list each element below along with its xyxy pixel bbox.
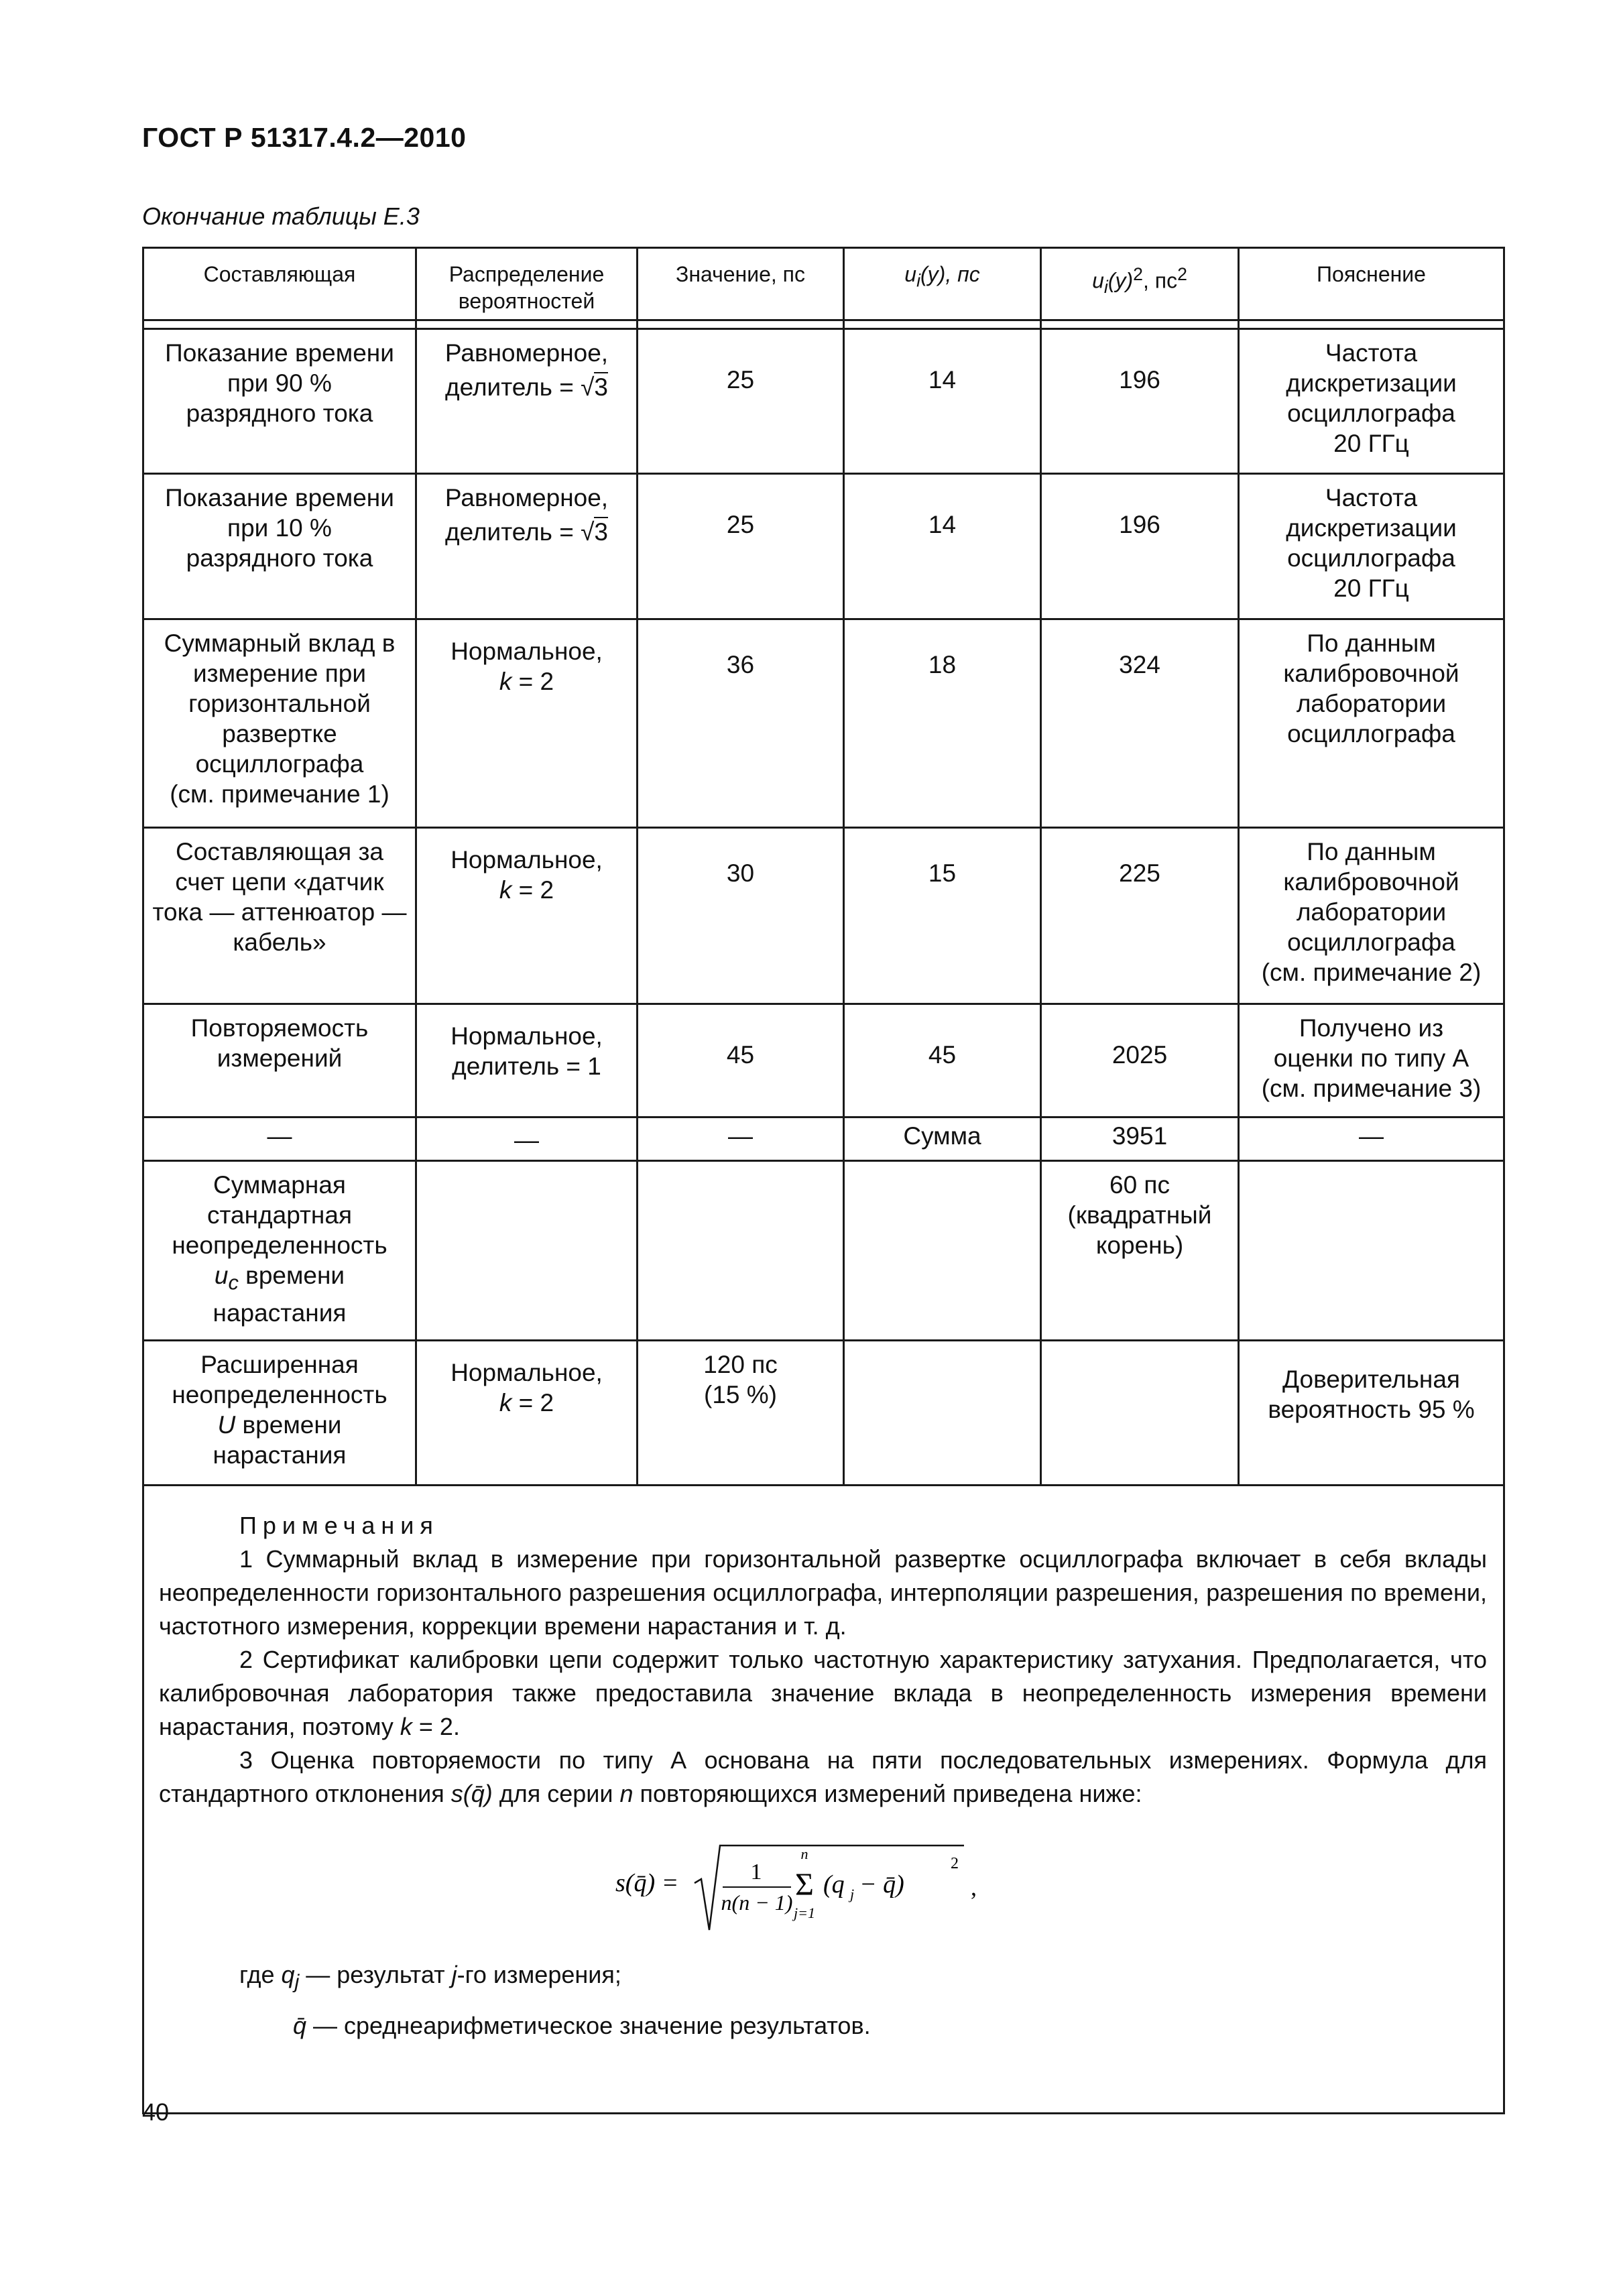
cell-distribution: Нормальное, k = 2 [416,619,638,827]
table-row [143,1004,1504,1117]
table-row [143,1341,1504,1486]
header-value: Значение, пс [638,248,844,320]
table-row [143,474,1504,619]
cell-distribution: Нормальное, делитель = 1 [416,1004,638,1117]
cell-ui: Сумма [844,1117,1041,1161]
cell-distribution [416,1161,638,1341]
cell-value: 45 [638,1004,844,1117]
note-3: 3 Оценка повторяемости по типу А основана на пяти последовательных измерениях. Формула для стандартного отклонения s(q̄) для серии n повторяющихся измерений приведена ниже: [159,1746,1487,1808]
cell-ui: 18 [844,619,1041,827]
note-1: 1 Суммарный вклад в измерение при горизонтальной развертке осциллографа включает в себя вклады неопределенности горизонтального разрешения осциллографа, интерполяции разрешения, разрешения по времени, частотного измерения, коррекции времени нарастания и т. д. [159,1545,1487,1640]
std-deviation-formula [159,1831,1487,1938]
table-row [143,619,1504,827]
cell-ui2: 196 [1041,329,1239,474]
cell-distribution: Равномерное, делитель = √3 [416,474,638,619]
where-line-2: q̄ — среднеарифметическое значение результатов. [293,2011,871,2039]
cell-ui2: 2025 [1041,1004,1239,1117]
cell-note: Частота дискретизации осциллографа 20 ГГц [1239,329,1504,474]
header-ui-y: $u_i(y)$, пс [844,248,1041,320]
where-line-1: где $q_j$ — результат j-го измерения; [239,1961,621,1994]
cell-component: Составляющая за счет цепи «датчик тока — аттенюатор — кабель» [143,827,416,1004]
cell-distribution: Нормальное, k = 2 [416,1341,638,1486]
cell-component: Показание времени при 10 % разрядного тока [143,474,416,619]
cell-note: По данным калибровочной лаборатории осциллографа (см. примечание 2) [1239,827,1504,1004]
cell-note: — [1239,1117,1504,1161]
cell-note: По данным калибровочной лаборатории осциллографа [1239,619,1504,827]
cell-note [1239,1161,1504,1341]
cell-ui: 15 [844,827,1041,1004]
cell-distribution: Нормальное, k = 2 [416,827,638,1004]
cell-ui: 45 [844,1004,1041,1117]
cell-note: Частота дискретизации осциллографа 20 ГГц [1239,474,1504,619]
formula-power: 2 [950,1855,959,1873]
notes-title: Примечания [239,1512,439,1540]
note-2: 2 Сертификат калибровки цепи содержит только частотную характеристику затухания. Предполагается, что калибровочная лаборатория также предоставила значение вклада в неопределенность измерения времени нарастания, поэтому k = 2. [159,1646,1487,1741]
page-number: 40 [142,2098,170,2126]
sqrt-symbol: √ [581,518,595,546]
cell-ui2: 324 [1041,619,1239,827]
cell-component: — [143,1117,416,1161]
formula-lhs: s(q̄) = [615,1869,678,1898]
cell-ui2: 225 [1041,827,1239,1004]
table-row [143,329,1504,474]
cell-ui [844,1161,1041,1341]
formula-term: (q [823,1870,845,1899]
header-explanation: Пояснение [1239,248,1504,320]
table-row-sum [143,1117,1504,1161]
sqrt-symbol: √ [581,373,595,402]
sum-lower: j=1 [793,1905,815,1922]
cell-ui [844,1341,1041,1486]
cell-value: 120 пс (15 %) [638,1341,844,1486]
cell-value [638,1161,844,1341]
formula-term-sub: j [849,1886,854,1903]
formula-comma: , [970,1874,977,1901]
cell-component: Повторяемость измерений [143,1004,416,1117]
table-row [143,827,1504,1004]
cell-value: 25 [638,474,844,619]
cell-ui2: 60 пс (квадратный корень) [1041,1161,1239,1341]
header-distribution: Распределение вероятностей [416,248,638,320]
cell-distribution: Равномерное, делитель = √3 [416,329,638,474]
header-component: Составляющая [143,248,416,320]
header-ui-y-squared: $u_i(y)^2$, $пс^2$ [1041,248,1239,320]
cell-value: — [638,1117,844,1161]
cell-component: Расширенная неопределенность U времени нарастания [143,1341,416,1486]
cell-note: Доверительная вероятность 95 % [1239,1341,1504,1486]
cell-component: Суммарная стандартная неопределенность $u_c$ времени нарастания [143,1161,416,1341]
sum-upper: n [800,1846,808,1863]
formula-graphic [615,1831,1031,1938]
cell-ui2: 196 [1041,474,1239,619]
uncertainty-table [142,247,1505,2114]
formula-numerator: 1 [750,1860,762,1885]
table-row [143,1161,1504,1341]
sum-symbol: Σ [794,1867,814,1903]
cell-ui: 14 [844,329,1041,474]
table-caption: Окончание таблицы Е.3 [142,202,420,230]
cell-value: 30 [638,827,844,1004]
cell-component: Суммарный вклад в измерение при горизонтальной развертке осциллографа (см. примечание 1) [143,619,416,827]
cell-ui2: 3951 [1041,1117,1239,1161]
formula-denominator: n(n − 1) [721,1890,792,1915]
cell-value: 36 [638,619,844,827]
document-code: ГОСТ Р 51317.4.2—2010 [142,122,467,153]
cell-distribution: — [416,1117,638,1161]
cell-component: Показание времени при 90 % разрядного тока [143,329,416,474]
table-header-row [143,248,1504,320]
cell-note: Получено из оценки по типу А (см. примечание 3) [1239,1004,1504,1117]
cell-ui2 [1041,1341,1239,1486]
cell-ui: 14 [844,474,1041,619]
notes-block [143,1486,1504,2114]
cell-value: 25 [638,329,844,474]
header-separator [143,320,1504,329]
formula-term-rest: − q̄) [859,1870,904,1899]
notes-row [143,1486,1504,2114]
